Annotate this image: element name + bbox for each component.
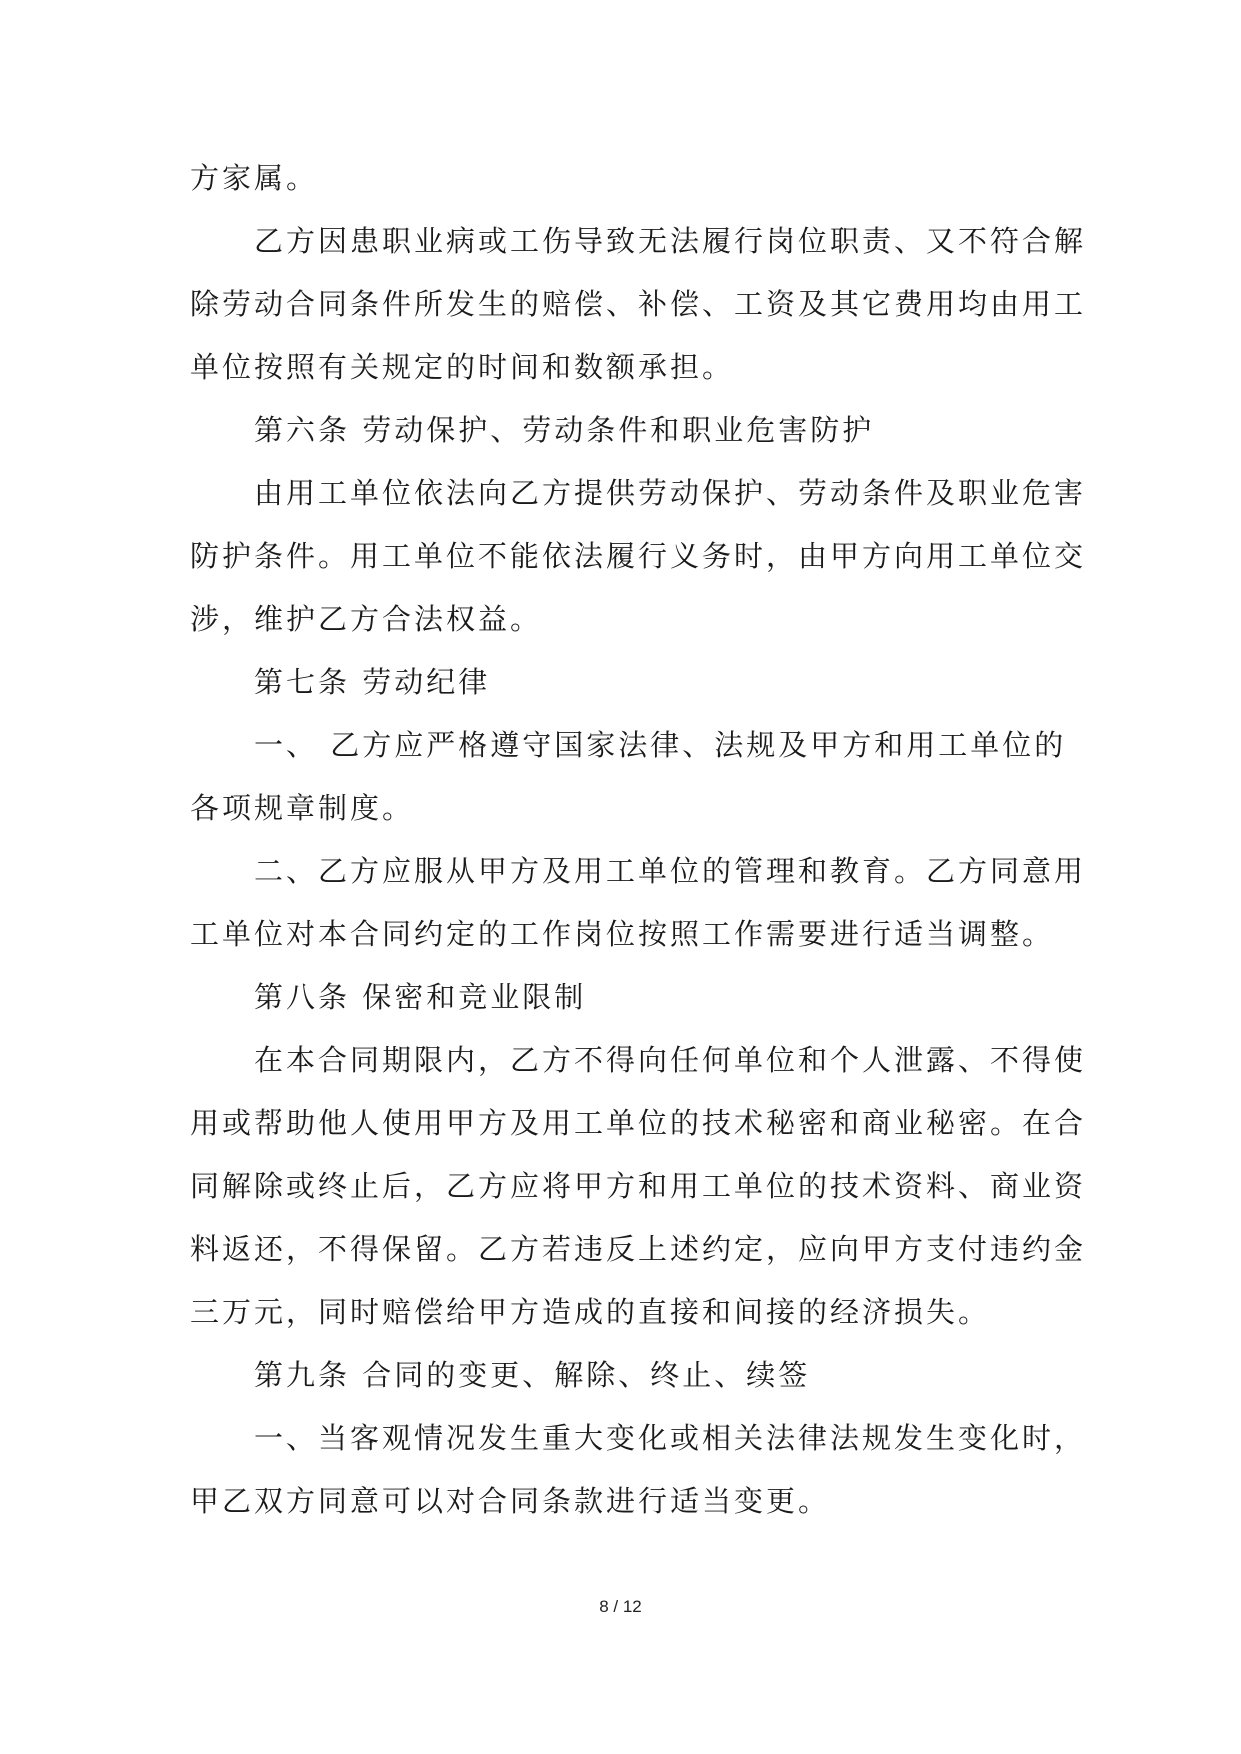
text-line: 料返还，不得保留。乙方若违反上述约定，应向甲方支付违约金 <box>190 1232 1087 1266</box>
document-body <box>190 158 1087 1544</box>
text-line: 一、 乙方应严格遵守国家法律、法规及甲方和用工单位的 <box>254 728 1067 762</box>
text-line: 由用工单位依法向乙方提供劳动保护、劳动条件及职业危害 <box>254 476 1087 510</box>
text-line: 二、乙方应服从甲方及用工单位的管理和教育。乙方同意用 <box>254 854 1087 888</box>
text-line: 除劳动合同条件所发生的赔偿、补偿、工资及其它费用均由用工 <box>190 287 1087 321</box>
text-line: 方家属。 <box>190 161 319 195</box>
section-heading-7: 第七条 劳动纪律 <box>254 665 491 699</box>
text-line: 各项规章制度。 <box>190 791 415 825</box>
text-line: 三万元，同时赔偿给甲方造成的直接和间接的经济损失。 <box>190 1295 991 1329</box>
text-line: 一、当客观情况发生重大变化或相关法律法规发生变化时， <box>254 1421 1087 1455</box>
text-line: 单位按照有关规定的时间和数额承担。 <box>190 350 735 384</box>
text-line: 用或帮助他人使用甲方及用工单位的技术秘密和商业秘密。在合 <box>190 1106 1087 1140</box>
text-line: 工单位对本合同约定的工作岗位按照工作需要进行适当调整。 <box>190 917 1055 951</box>
text-line: 在本合同期限内，乙方不得向任何单位和个人泄露、不得使 <box>254 1043 1087 1077</box>
text-line: 甲乙双方同意可以对合同条款进行适当变更。 <box>190 1484 831 1518</box>
section-heading-9: 第九条 合同的变更、解除、终止、续签 <box>254 1358 811 1392</box>
page-number: 8 / 12 <box>599 1597 642 1616</box>
section-heading-8: 第八条 保密和竞业限制 <box>254 980 587 1014</box>
text-line: 同解除或终止后，乙方应将甲方和用工单位的技术资料、商业资 <box>190 1169 1087 1203</box>
text-line: 乙方因患职业病或工伤导致无法履行岗位职责、又不符合解 <box>254 224 1087 258</box>
text-line: 涉，维护乙方合法权益。 <box>190 602 543 636</box>
section-heading-6: 第六条 劳动保护、劳动条件和职业危害防护 <box>254 413 875 447</box>
text-line: 防护条件。用工单位不能依法履行义务时，由甲方向用工单位交 <box>190 539 1087 573</box>
